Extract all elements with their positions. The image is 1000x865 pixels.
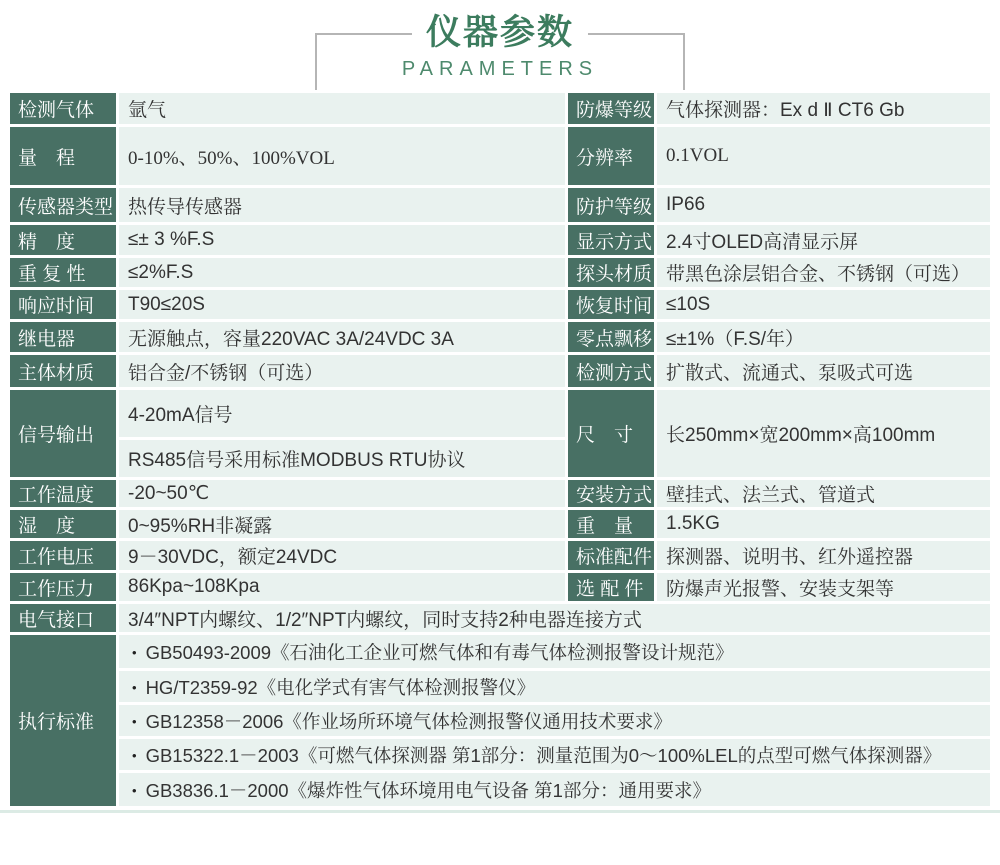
spec-label-protection: 防护等级 xyxy=(568,188,654,222)
spec-label-humidity: 湿 度 xyxy=(10,510,116,538)
table-row xyxy=(10,671,990,702)
spec-value-detect-mode: 扩散式、流通式、泵吸式可选 xyxy=(657,355,990,387)
spec-label-work-voltage: 工作电压 xyxy=(10,541,116,570)
spec-label-standards: 执行标准 xyxy=(10,635,116,806)
spec-value-exproof: 气体探测器：Ex d Ⅱ CT6 Gb xyxy=(657,93,990,124)
spec-value-sensor-type: 热传导传感器 xyxy=(119,188,565,222)
table-row xyxy=(10,225,990,255)
table-row xyxy=(10,258,990,287)
bullet-icon: • xyxy=(132,782,137,798)
spec-value-work-temp: -20~50℃ xyxy=(119,480,565,507)
spec-value-dimensions: 长250mm×宽200mm×高100mm xyxy=(657,390,990,477)
spec-label-gas: 检测气体 xyxy=(10,93,116,124)
spec-label-recovery-time: 恢复时间 xyxy=(568,290,654,319)
table-row xyxy=(10,541,990,570)
table-row xyxy=(10,390,990,437)
table-row xyxy=(10,510,990,538)
spec-label-exproof: 防爆等级 xyxy=(568,93,654,124)
spec-value-signal-2: RS485信号采用标准MODBUS RTU协议 xyxy=(119,440,565,477)
spec-label-signal-output: 信号输出 xyxy=(10,390,116,477)
table-row xyxy=(10,188,990,222)
spec-value-opt-accessories: 防爆声光报警、安装支架等 xyxy=(657,573,990,601)
spec-label-electrical-port: 电气接口 xyxy=(10,604,116,632)
standard-item-text: HG/T2359-92《电化学式有害气体检测报警仪》 xyxy=(145,676,536,698)
standard-item-text: GB50493-2009《石油化工企业可燃气体和有毒气体检测报警设计规范》 xyxy=(145,641,734,663)
table-row xyxy=(10,93,990,124)
spec-value-response-time: T90≤20S xyxy=(119,290,565,319)
spec-value-mounting: 壁挂式、法兰式、管道式 xyxy=(657,480,990,507)
standard-item xyxy=(119,739,990,770)
standard-item-text: GB15322.1－2003《可燃气体探测器 第1部分：测量范围为0～100%LEL的点型可燃气体探测器》 xyxy=(145,744,942,766)
spec-label-dimensions: 尺 寸 xyxy=(568,390,654,477)
spec-label-repeatability: 重 复 性 xyxy=(10,258,116,287)
standard-item xyxy=(119,635,990,668)
spec-value-repeatability: ≤2%F.S xyxy=(119,258,565,287)
spec-value-resolution: 0.1VOL xyxy=(657,127,990,185)
spec-label-zero-drift: 零点飘移 xyxy=(568,322,654,352)
page-subtitle: PARAMETERS xyxy=(401,58,599,80)
table-row xyxy=(10,480,990,507)
spec-value-range: 0-10%、50%、100%VOL xyxy=(119,127,565,185)
table-row xyxy=(10,322,990,352)
spec-label-display: 显示方式 xyxy=(568,225,654,255)
table-row xyxy=(10,127,990,185)
spec-label-probe-material: 探头材质 xyxy=(568,258,654,287)
spec-value-body-material: 铝合金/不锈钢（可选） xyxy=(119,355,565,387)
spec-label-opt-accessories: 选 配 件 xyxy=(568,573,654,601)
spec-value-protection: IP66 xyxy=(657,188,990,222)
spec-value-std-accessories: 探测器、说明书、红外遥控器 xyxy=(657,541,990,570)
parameters-header-box xyxy=(315,13,685,90)
spec-value-recovery-time: ≤10S xyxy=(657,290,990,319)
spec-value-work-voltage: 9－30VDC，额定24VDC xyxy=(119,541,565,570)
spec-label-std-accessories: 标准配件 xyxy=(568,541,654,570)
spec-value-signal-1: 4-20mA信号 xyxy=(119,390,565,437)
spec-label-range: 量 程 xyxy=(10,127,116,185)
spec-table xyxy=(7,90,993,809)
spec-value-humidity: 0~95%RH非凝露 xyxy=(119,510,565,538)
spec-label-response-time: 响应时间 xyxy=(10,290,116,319)
spec-label-resolution: 分辨率 xyxy=(568,127,654,185)
bottom-divider xyxy=(0,810,1000,813)
bullet-icon: • xyxy=(132,713,137,729)
table-row xyxy=(10,355,990,387)
table-row xyxy=(10,604,990,632)
spec-label-mounting: 安装方式 xyxy=(568,480,654,507)
spec-value-display: 2.4寸OLED高清显示屏 xyxy=(657,225,990,255)
standard-item-text: GB12358－2006《作业场所环境气体检测报警仪通用技术要求》 xyxy=(145,710,672,732)
spec-value-weight: 1.5KG xyxy=(657,510,990,538)
bullet-icon: • xyxy=(132,644,137,660)
spec-label-detect-mode: 检测方式 xyxy=(568,355,654,387)
spec-label-weight: 重 量 xyxy=(568,510,654,538)
bullet-icon: • xyxy=(132,747,137,763)
spec-label-relay: 继电器 xyxy=(10,322,116,352)
table-row xyxy=(10,290,990,319)
spec-value-electrical-port: 3/4″NPT内螺纹、1/2″NPT内螺纹，同时支持2种电器连接方式 xyxy=(119,604,990,632)
spec-value-probe-material: 带黑色涂层铝合金、不锈钢（可选） xyxy=(657,258,990,287)
table-row xyxy=(10,705,990,736)
spec-label-work-pressure: 工作压力 xyxy=(10,573,116,601)
page-title: 仪器参数 xyxy=(412,8,588,57)
spec-label-accuracy: 精 度 xyxy=(10,225,116,255)
spec-value-work-pressure: 86Kpa~108Kpa xyxy=(119,573,565,601)
bullet-icon: • xyxy=(132,679,137,695)
standard-item xyxy=(119,773,990,806)
standard-item xyxy=(119,671,990,702)
spec-value-gas: 氩气 xyxy=(119,93,565,124)
spec-label-work-temp: 工作温度 xyxy=(10,480,116,507)
standard-item xyxy=(119,705,990,736)
table-row xyxy=(10,773,990,806)
spec-value-relay: 无源触点，容量220VAC 3A/24VDC 3A xyxy=(119,322,565,352)
table-row xyxy=(10,635,990,668)
table-row xyxy=(10,739,990,770)
spec-value-zero-drift: ≤±1%（F.S/年） xyxy=(657,322,990,352)
table-row xyxy=(10,573,990,601)
spec-value-accuracy: ≤± 3 %F.S xyxy=(119,225,565,255)
spec-label-sensor-type: 传感器类型 xyxy=(10,188,116,222)
spec-label-body-material: 主体材质 xyxy=(10,355,116,387)
standard-item-text: GB3836.1－2000《爆炸性气体环境用电气设备 第1部分：通用要求》 xyxy=(145,779,711,801)
